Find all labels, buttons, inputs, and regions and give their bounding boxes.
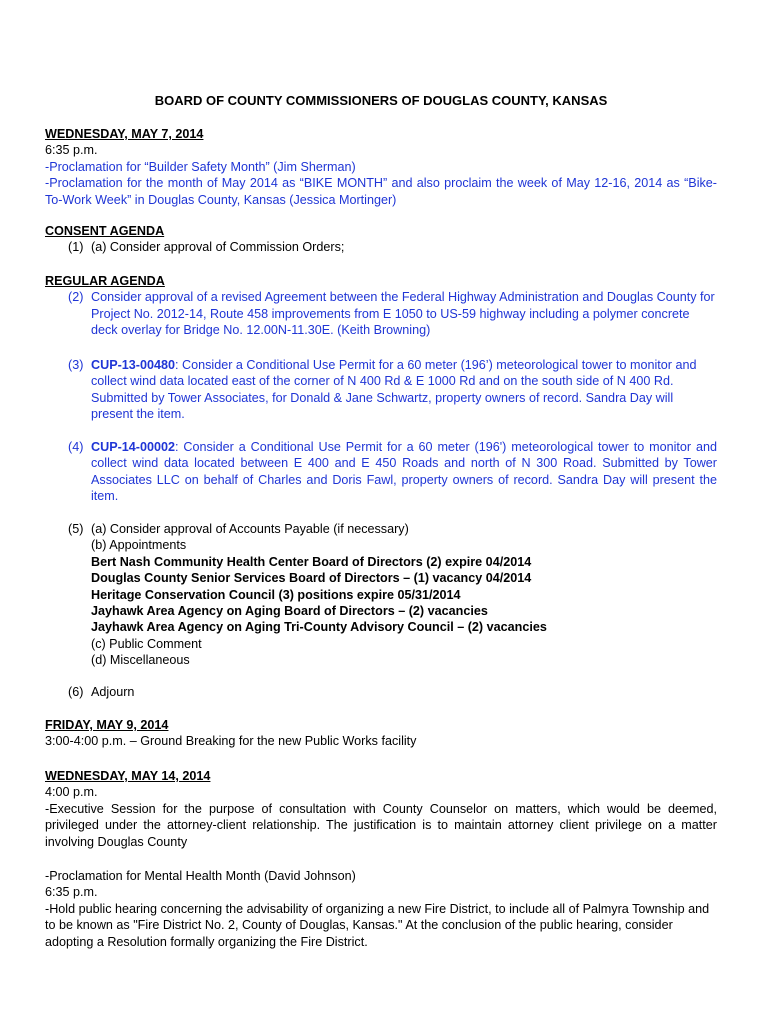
regular-item-3: [45, 357, 717, 423]
item-number: (3): [68, 358, 84, 372]
cup-14-00002-code: CUP-14-00002: [91, 440, 176, 454]
regular-item-2: [45, 289, 717, 338]
date-heading-may-7: WEDNESDAY, MAY 7, 2014: [45, 127, 204, 141]
section-regular-agenda: [45, 273, 717, 339]
item-number: (1): [68, 240, 84, 255]
regular-item-4-block: [45, 439, 717, 505]
regular-item-5: [45, 521, 717, 669]
item-text: Consider approval of a revised Agreement between the Federal Highway Administration and Douglas County for Project No. 2012-14, Route 458 improvements from E 1050 to US-59 highway including a polymer concrete deck overlay for Bridge No. 12.00N-11.30E. (Keith Browning): [91, 290, 715, 338]
appointment-entry: Bert Nash Community Health Center Board of Directors (2) expire 04/2014: [91, 554, 532, 569]
item-text: : Consider a Conditional Use Permit for a 60 meter (196’) meteorological tower to monitor and collect wind data located east of the corner of N 400 Rd & E 1000 Rd and on the south side of N 400 Rd. Submitted by Tower Associates, for Donald & Jane Schwartz, property owners of record. Sandra Day will present the item.: [91, 358, 697, 422]
ground-breaking: 3:00-4:00 p.m. – Ground Breaking for the new Public Works facility: [45, 734, 417, 749]
accounts-payable: (a) Consider approval of Accounts Payable (if necessary): [91, 522, 409, 536]
cup-13-00480-code: CUP-13-00480: [91, 358, 176, 372]
item-number: (6): [68, 685, 84, 699]
document-title: BOARD OF COUNTY COMMISSIONERS OF DOUGLAS COUNTY, KANSAS: [154, 93, 608, 108]
section-may-14: [45, 768, 717, 850]
time-400pm: 4:00 p.m.: [45, 785, 98, 800]
proclamation-builder-safety: -Proclamation for “Builder Safety Month” (Jim Sherman): [45, 159, 356, 174]
consent-item-1: [45, 239, 717, 255]
executive-session: -Executive Session for the purpose of consultation with County Counselor on matters, which would be deemed, privileged under the attorney-client relationship. The justification is to maintain attorney client privilege on a matter involving Douglas County: [45, 801, 717, 849]
item-text: : Consider a Conditional Use Permit for a 60 meter (196') meteorological tower to monitor and collect wind data located between E 400 and E 450 Roads and north of N 300 Road. Submitted by Tower Associates LLC on behalf of Charles and Doris Fawl, property owners of record. Sandra Day will present the item.: [91, 440, 717, 504]
appointment-entry: Jayhawk Area Agency on Aging Board of Directors – (2) vacancies: [91, 604, 488, 619]
regular-item-3-block: [45, 357, 717, 423]
miscellaneous: (d) Miscellaneous: [91, 653, 190, 668]
time-635pm-may-14: 6:35 p.m.: [45, 885, 98, 900]
appointment-entry: Jayhawk Area Agency on Aging Tri-County Advisory Council – (2) vacancies: [91, 620, 547, 635]
section-may-9: [45, 717, 717, 750]
appointments-label: (b) Appointments: [91, 538, 187, 553]
consent-agenda-heading: CONSENT AGENDA: [45, 224, 165, 238]
item-number: (2): [68, 290, 84, 305]
proclamation-mental-health: -Proclamation for Mental Health Month (David Johnson): [45, 869, 356, 883]
item-text: Adjourn: [91, 685, 135, 699]
date-heading-may-14: WEDNESDAY, MAY 14, 2014: [45, 769, 211, 783]
section-consent-agenda: [45, 223, 717, 256]
regular-item-4: [45, 439, 717, 505]
regular-agenda-heading: REGULAR AGENDA: [45, 274, 165, 288]
appointment-entry: Douglas County Senior Services Board of Directors – (1) vacancy 04/2014: [91, 571, 532, 586]
section-may-14-evening: [45, 868, 717, 950]
regular-item-5-block: [45, 521, 717, 669]
regular-item-6-block: [45, 684, 717, 700]
item-number: (5): [68, 522, 84, 536]
item-text: (a) Consider approval of Commission Orders;: [91, 240, 345, 255]
fire-district-hearing: -Hold public hearing concerning the advisability of organizing a new Fire District, to include all of Palmyra Township and to be known as "Fire District No. 2, County of Douglas, Kansas." At the conclusion of the public hearing, consider adopting a Resolution formally organizing the Fire District.: [45, 901, 710, 949]
regular-item-6: [45, 684, 717, 700]
appointment-entry: Heritage Conservation Council (3) positions expire 05/31/2014: [91, 587, 461, 602]
section-may-7: [45, 126, 717, 208]
public-comment: (c) Public Comment: [91, 636, 202, 651]
item-number: (4): [68, 440, 84, 454]
proclamation-bike-month: -Proclamation for the month of May 2014 as “BIKE MONTH” and also proclaim the week of May 12-16, 2014 as “Bike-To-Work Week” in Douglas County, Kansas (Jessica Mortinger): [45, 176, 717, 207]
date-heading-may-9: FRIDAY, MAY 9, 2014: [45, 718, 169, 732]
time-635pm: 6:35 p.m.: [45, 143, 98, 158]
